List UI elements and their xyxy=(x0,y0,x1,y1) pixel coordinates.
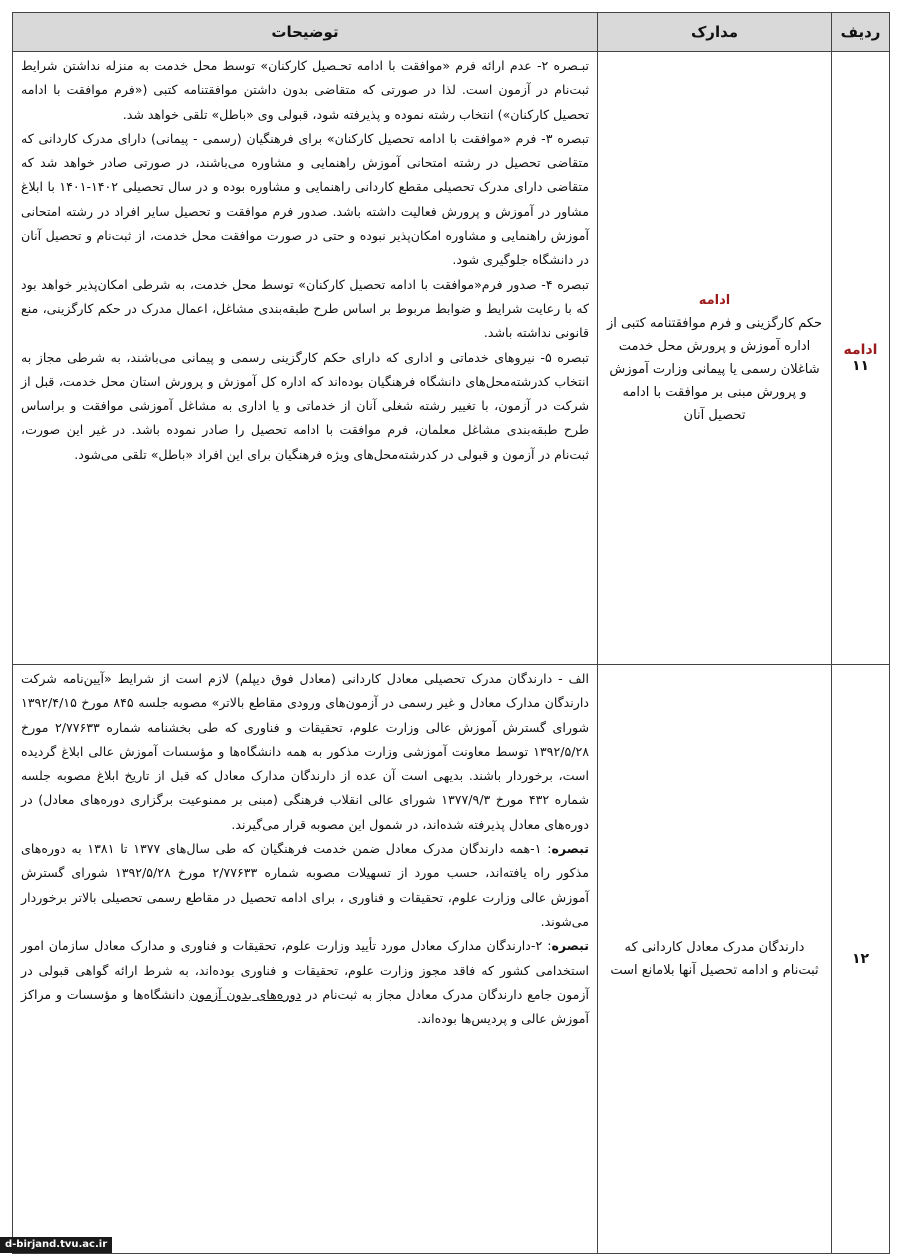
row-number: ۱۱ xyxy=(851,358,870,374)
note-2-paragraph: تبـصره ۲- عدم ارائه فرم «موافقت با ادامه تحـصیل کارکنان» توسط محل خدمت به منزله نداشتن شرایط ثبت‌نام در آزمون است. لذا در صورتی که متقاضی بدون داشتن موافقتنامه کتبی («فرم موافقت با ادامه تحصیل کارکنان») انتخاب رشته نموده و پذیرفته شود، قبولی وی «باطل» تلقی خواهد شد. xyxy=(21,58,590,122)
note-2-paragraph xyxy=(21,934,589,1031)
note-1-paragraph xyxy=(21,837,589,934)
header-radif: ردیف xyxy=(832,13,890,52)
header-madarek: مدارک xyxy=(598,13,832,52)
note-4-paragraph: تبصره ۴- صدور فرم«موافقت با ادامه تحصیل کارکنان» توسط محل خدمت، به شرطی امکان‌پذیر خواهد بود که با رعایت شرایط و ضوابط مربوط بر اساس طرح طبقه‌بندی مشاغل، اعمال مدرک در حکم کارگزینی، منع قانونی نداشته باشد. xyxy=(21,276,590,341)
row-continued-label: ادامه xyxy=(843,342,878,358)
note-5-paragraph: تبصره ۵- نیروهای خدماتی و اداری که دارای حکم کارگزینی رسمی و پیمانی می‌باشند، به شرطی مجاز به انتخاب کدرشته‌محل‌های دانشگاه فرهنگیان بوده‌اند که اداره کل آموزش و پرورش استان محل خدمت، قبل از شرکت در آزمون، با تغییر رشته شغلی آنان از خدماتی و یا اداری به مشاغل آموزشی موافقت و براساس طرح طبقه‌بندی مشاغل معلمان، فرم موافقت با ادامه تحصیل را صادر نموده باشد. در غیر این صورت، ثبت‌نام در آزمون و قبولی در کدرشته‌محل‌های ویژه فرهنگیان برای این افراد «باطل» تلقی می‌شود. xyxy=(21,349,590,462)
documents-continued-label: ادامه xyxy=(698,293,731,308)
note-2-underlined-text: دوره‌های بدون آزمون xyxy=(189,986,302,1002)
documents-text: حکم کارگزینی و فرم موافقتنامه کتبی از اداره آموزش و پرورش محل خدمت شاغلان رسمی یا پیمانی وزارت آموزش و پرورش مبنی بر موافقت با ادامه تحصیل آنان xyxy=(606,316,823,423)
table-row xyxy=(13,665,890,1254)
description-cell xyxy=(13,665,598,1254)
table-header-row xyxy=(13,13,890,52)
row-number-cell xyxy=(832,665,890,1254)
note-2-text: : ۲-دارندگان مدارک معادل مورد تأیید وزارت علوم، تحقیقات و فناوری و مدارک معادل سازمان امور استخدامی کشور که فاقد مجوز وزارت علوم، تحقیقات و فناوری بوده‌اند، به شرط ارائه گواهی قبولی در آزمون جامع دارندگان مدرک معادل مجاز به ثبت‌نام در xyxy=(21,938,590,1002)
row-number: ۱۲ xyxy=(851,951,870,967)
clause-alef-paragraph: الف - دارندگان مدرک تحصیلی معادل کاردانی (معادل فوق دیپلم) لازم است از شرایط «آیین‌نامه شرکت دارندگان مدارک معادل و غیر رسمی در آزمون‌های ورودی مقاطع بالاتر» مصوبه جلسه ۸۴۵ مورخ ۱۳۹۲/۴/۱۵ شورای گسترش آموزش عالی وزارت علوم، تحقیقات و فناوری که طی بخشنامه شماره ۲/۷۷۶۳۳ مورخ ۱۳۹۲/۵/۲۸ توسط معاونت آموزشی وزارت مذکور به همه دانشگاه‌ها و مؤسسات آموزش عالی ابلاغ گردیده است، برخوردار باشند. بدیهی است آن عده از دارندگان مدارک معادل که قبل از تاریخ ابلاغ مصوبه جلسه شماره ۴۳۲ مورخ ۱۳۷۷/۹/۳ شورای عالی انقلاب فرهنگی (مبنی بر ممنوعیت برگزاری دوره‌های معادل) در دوره‌های معادل پذیرفته شده‌اند، در شمول این مصوبه قرار می‌گیرند. xyxy=(21,671,589,832)
site-watermark: d-birjand.tvu.ac.ir xyxy=(0,1237,112,1253)
documents-text: دارندگان مدرک معادل کاردانی که ثبت‌نام و ادامه تحصیل آنها بلامانع است xyxy=(610,940,819,978)
header-tozihat: توضیحات xyxy=(13,13,598,52)
note-2-label: تبصره xyxy=(551,938,590,954)
description-cell xyxy=(13,52,598,665)
documents-cell xyxy=(598,665,832,1254)
note-3-paragraph: تبصره ۳- فرم «موافقت با ادامه تحصیل کارکنان» برای فرهنگیان (رسمی - پیمانی) دارای مدرک کاردانی که متقاضی تحصیل در رشته امتحانی آموزش راهنمایی و مشاوره می‌باشند، در صورتی صادر خواهد شد که متقاضی دارای مدرک تحصیلی مقطع کاردانی راهنمایی و مشاوره بوده و در سال تحصیلی ۱۴۰۲-۱۴۰۱ با ابلاغ مشاور در آموزش و پرورش فعالیت داشته باشد. صدور فرم موافقت و تحصیل سایر افراد در رشته امتحانی آموزش راهنمایی و مشاوره امکان‌پذیر نبوده و حتی در صورت موافقت محل خدمت، از ثبت‌نام و تحصیل آنان در دانشگاه جلوگیری شود. xyxy=(21,130,589,268)
table-row xyxy=(13,52,890,665)
note-1-label: تبصره xyxy=(551,841,589,857)
documents-cell xyxy=(598,52,832,665)
note-2-text-end: دانشگاه‌ها و مؤسسات و مراکز آموزش عالی و پردیس‌ها بوده‌اند. xyxy=(21,986,589,1027)
note-1-text: : ۱-همه دارندگان مدرک معادل ضمن خدمت فرهنگیان که طی سال‌های ۱۳۷۷ تا ۱۳۸۱ به دوره‌های مذکور راه یافته‌اند، حسب مورد از تسهیلات مصوبه شماره ۲/۷۷۶۳۳ مورخ ۱۳۹۲/۵/۲۸ شورای گسترش آموزش عالی وزارت علوم، تحقیقات و فناوری ، برای ادامه تحصیل در مقاطع رسمی تحصیلی بالاتر برخوردار می‌شوند. xyxy=(21,841,589,929)
row-number-cell xyxy=(832,52,890,665)
requirements-table xyxy=(12,12,890,1254)
